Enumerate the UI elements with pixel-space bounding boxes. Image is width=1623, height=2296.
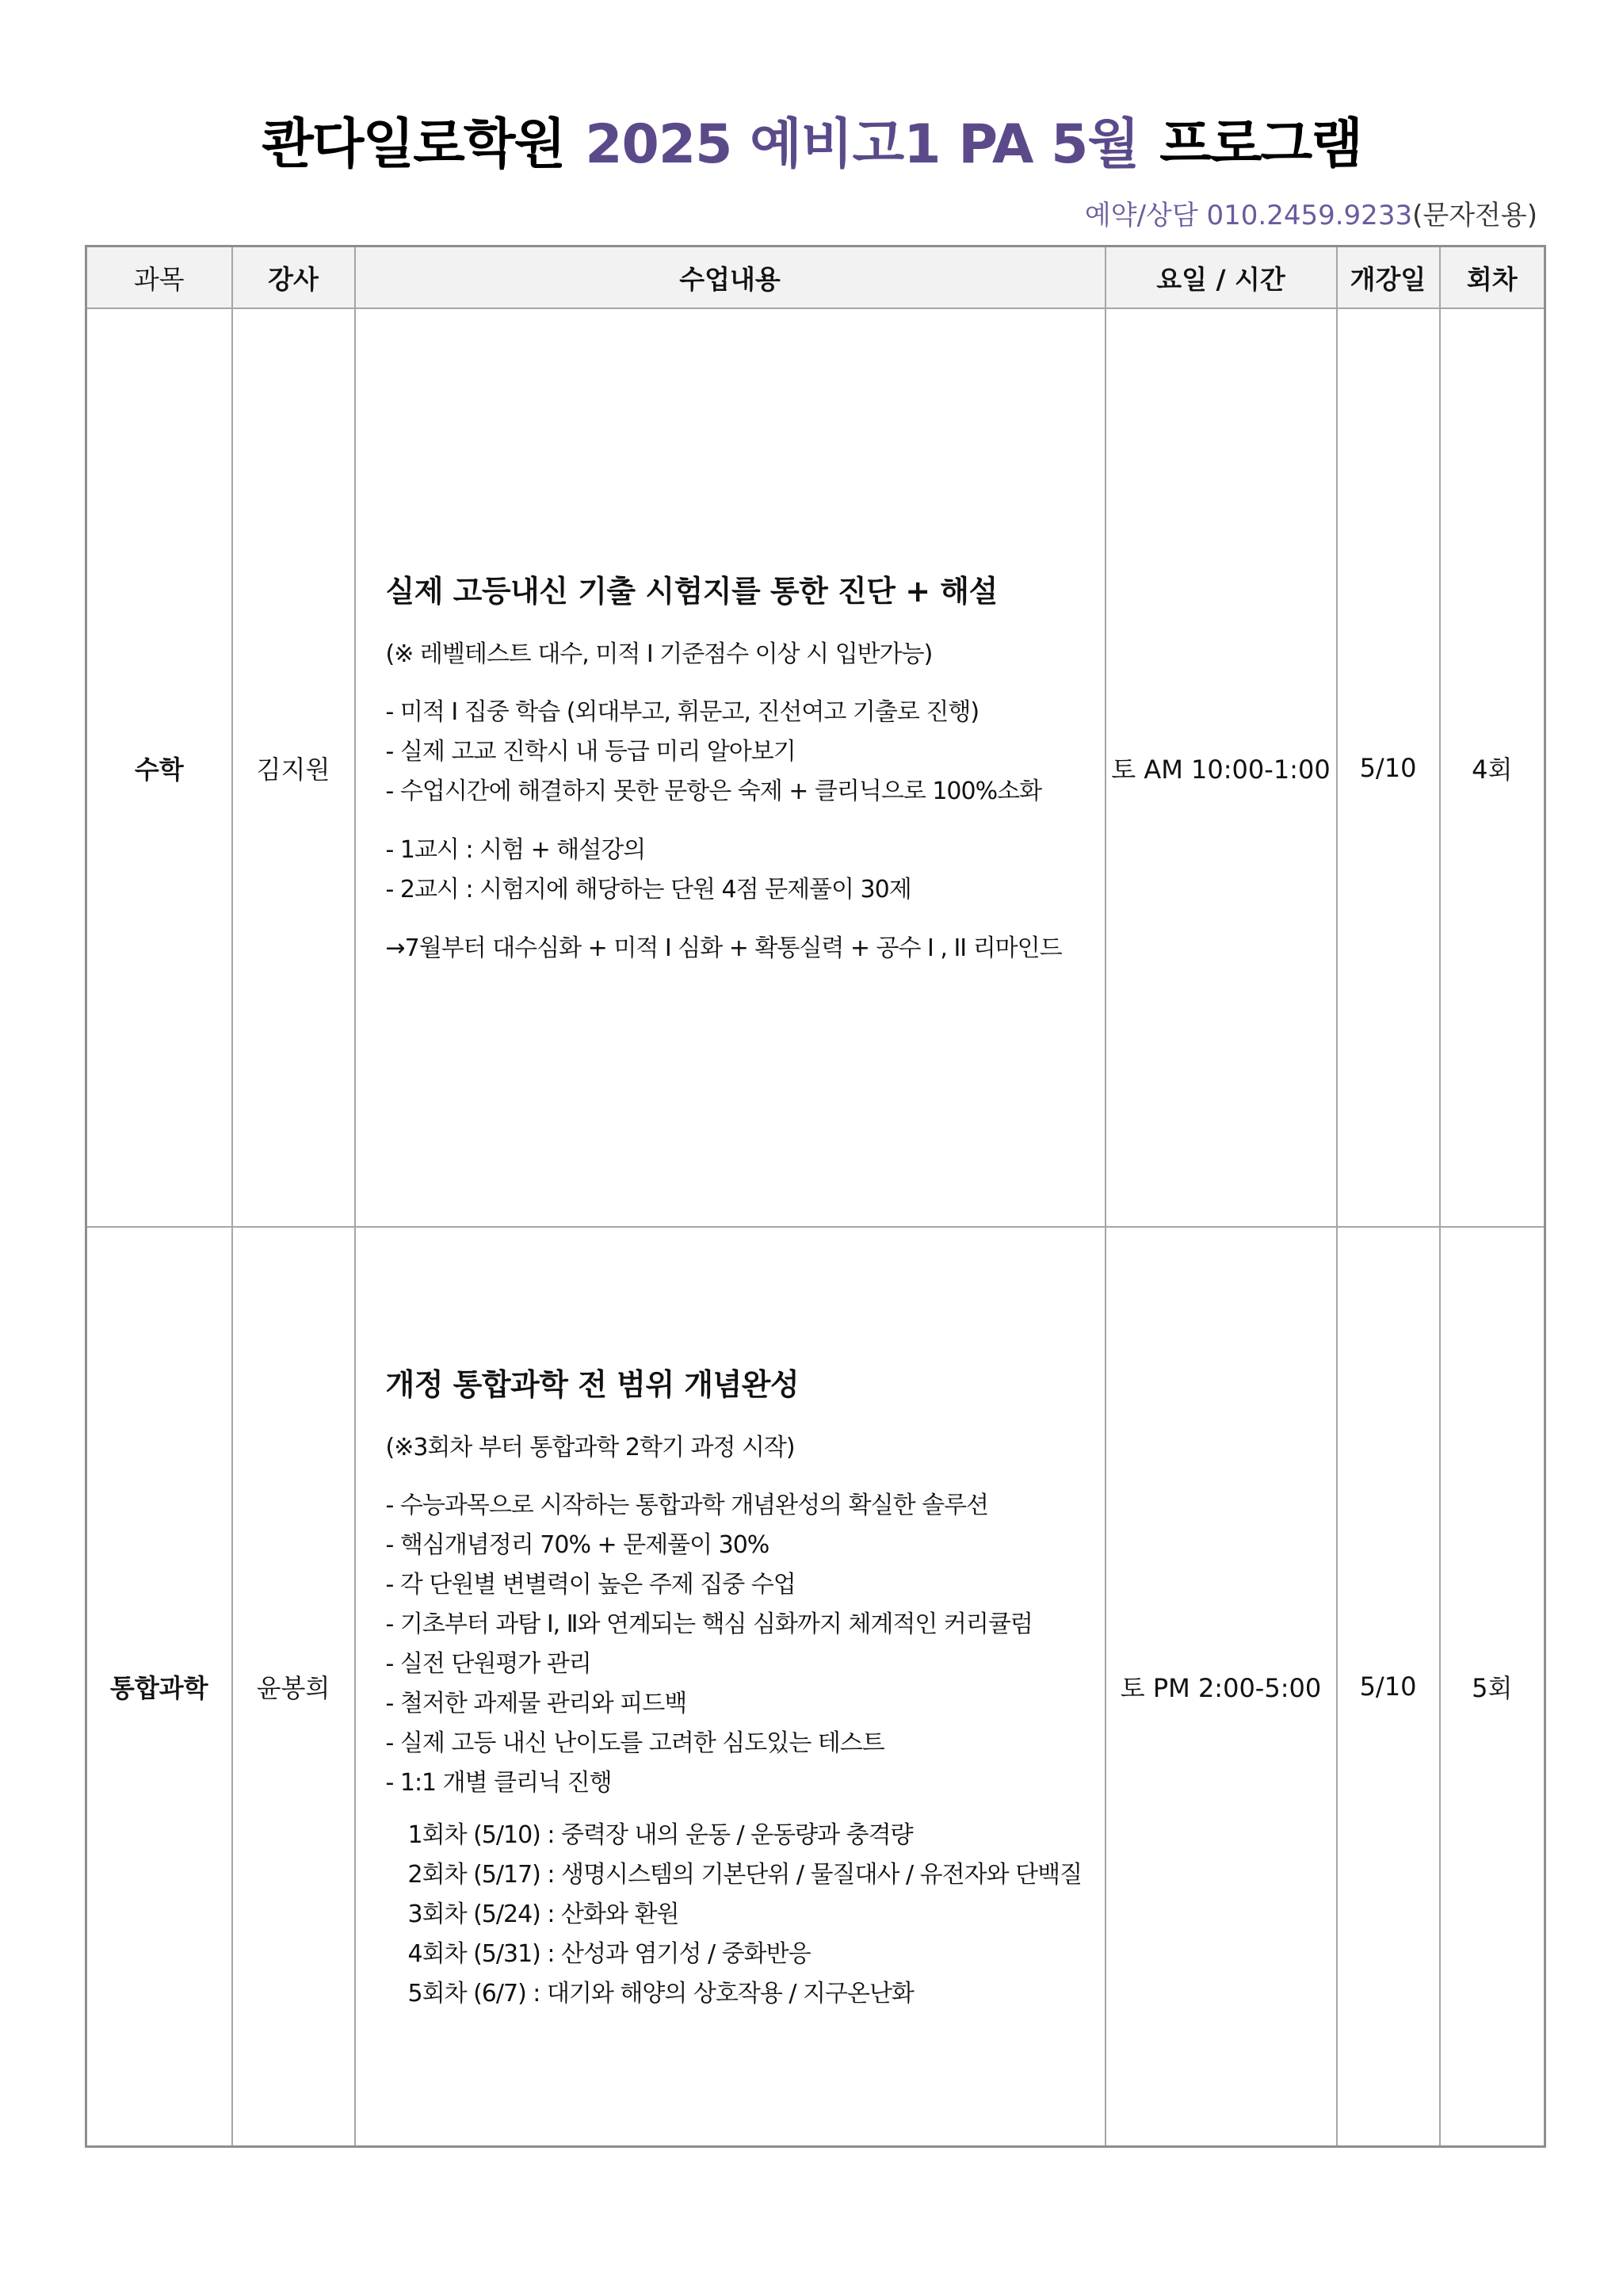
- program-table: [85, 245, 1546, 2148]
- schedule-cell: 토 AM 10:00-1:00: [1106, 308, 1337, 1227]
- table-header-row: [86, 246, 1545, 309]
- header-schedule: 요일 / 시간: [1106, 246, 1337, 309]
- teacher-cell: 윤봉희: [232, 1227, 355, 2147]
- start-date-cell: 5/10: [1337, 1227, 1440, 2147]
- contact-note: (문자전용): [1412, 200, 1537, 231]
- title-academy: 콴다일로학원: [262, 113, 565, 176]
- session-item: 5회차 (6/7) : 대기와 해양의 상호작용 / 지구온난화: [407, 1979, 914, 2008]
- session-item: 4회차 (5/31) : 산성과 염기성 / 중화반응: [407, 1939, 811, 1968]
- content-line: - 핵심개념정리 70% + 문제풀이 30%: [385, 1530, 769, 1559]
- content-line: - 1교시 : 시험 + 해설강의: [385, 836, 646, 864]
- header-content: 수업내용: [355, 246, 1106, 309]
- content-line: - 2교시 : 시험지에 해당하는 단원 4점 문제풀이 30제: [385, 876, 911, 904]
- table-row: [86, 308, 1545, 1227]
- header-start-date: 개강일: [1337, 246, 1440, 309]
- title-suffix: 프로그램: [1159, 113, 1361, 176]
- title-program: 2025 예비고1 PA 5월: [585, 113, 1140, 176]
- content-cell: [355, 1227, 1106, 2147]
- content-line: - 철저한 과제물 관리와 피드백: [385, 1689, 687, 1717]
- content-note: (※3회차 부터 통합과학 2학기 과정 시작): [385, 1433, 795, 1461]
- sessions-cell: 5회: [1440, 1227, 1545, 2147]
- subject-cell: 통합과학: [86, 1227, 232, 2147]
- content-cell: [355, 308, 1106, 1227]
- header-teacher: 강사: [232, 246, 355, 309]
- content-line: - 수능과목으로 시작하는 통합과학 개념완성의 확실한 솔루션: [385, 1491, 989, 1519]
- page-title: [0, 101, 1623, 178]
- start-date-cell: 5/10: [1337, 308, 1440, 1227]
- content-line: - 수업시간에 해결하지 못한 문항은 숙제 + 클리닉으로 100%소화: [385, 777, 1042, 805]
- sessions-cell: 4회: [1440, 308, 1545, 1227]
- header-sessions: 회차: [1440, 246, 1545, 309]
- content-line: - 미적 I 집중 학습 (외대부고, 휘문고, 진선여고 기출로 진행): [385, 698, 980, 726]
- schedule-cell: 토 PM 2:00-5:00: [1106, 1227, 1337, 2147]
- contact-phone: 예약/상담 010.2459.9233: [1084, 200, 1413, 231]
- session-item: 2회차 (5/17) : 생명시스템의 기본단위 / 물질대사 / 유전자와 단백질: [407, 1860, 1083, 1889]
- content-line: - 기초부터 과탐 Ⅰ, Ⅱ와 연계되는 핵심 심화까지 체계적인 커리큘럼: [385, 1610, 1033, 1638]
- content-title: 실제 고등내신 기출 시험지를 통한 진단 + 해설: [385, 574, 998, 609]
- subject-cell: 수학: [86, 308, 232, 1227]
- content-line: - 각 단원별 변별력이 높은 주제 집중 수업: [385, 1570, 796, 1599]
- session-item: 3회차 (5/24) : 산화와 환원: [407, 1900, 679, 1928]
- content-line: - 1:1 개별 클리닉 진행: [385, 1768, 612, 1797]
- header-subject: 과목: [86, 246, 232, 309]
- contact-info: [1085, 193, 1537, 232]
- session-item: 1회차 (5/10) : 중력장 내의 운동 / 운동량과 충격량: [407, 1820, 913, 1849]
- content-line: - 실제 고등 내신 난이도를 고려한 심도있는 테스트: [385, 1729, 884, 1757]
- content-note: (※ 레벨테스트 대수, 미적 I 기준점수 이상 시 입반가능): [385, 640, 933, 668]
- content-line: →7월부터 대수심화 + 미적 I 심화 + 확통실력 + 공수 I , II 리마인드: [385, 934, 1062, 962]
- teacher-cell: 김지원: [232, 308, 355, 1227]
- content-line: - 실제 고교 진학시 내 등급 미리 알아보기: [385, 738, 796, 766]
- content-title: 개정 통합과학 전 범위 개념완성: [385, 1366, 800, 1402]
- content-line: - 실전 단원평가 관리: [385, 1649, 591, 1678]
- table-row: [86, 1227, 1545, 2147]
